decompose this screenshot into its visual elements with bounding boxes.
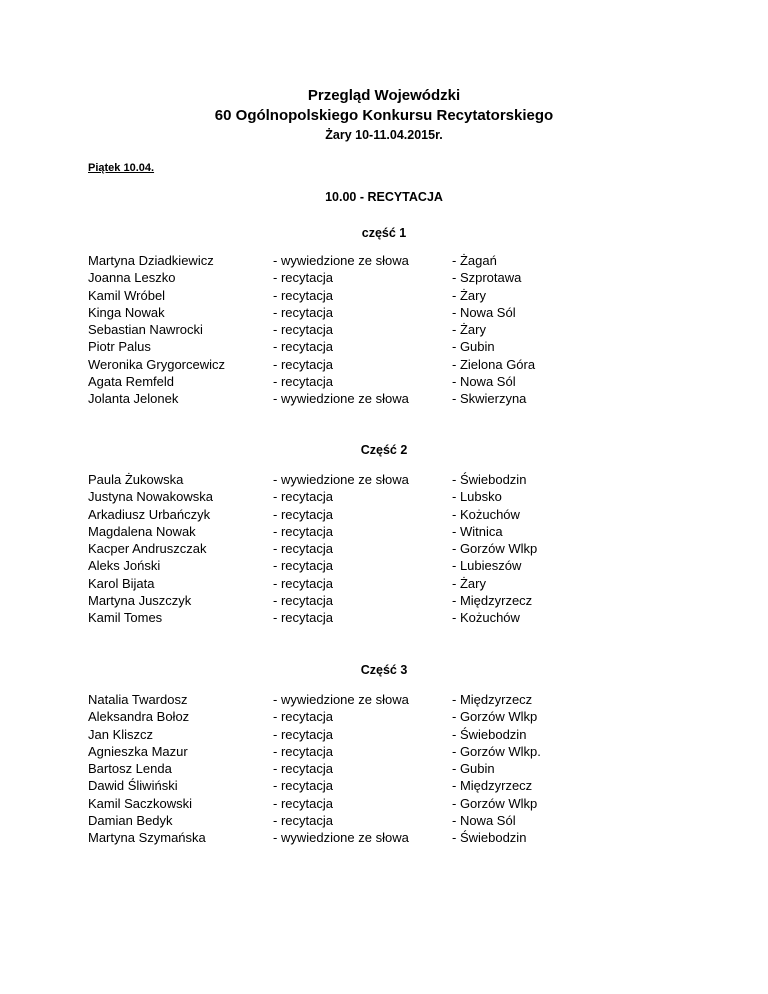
participant-name: Damian Bedyk (88, 813, 173, 829)
participant-name: Natalia Twardosz (88, 692, 188, 707)
participant-category: - recytacja (273, 322, 333, 338)
participant-category: - wywiedzione ze słowa (273, 692, 409, 707)
day-label: Piątek 10.04. (88, 162, 155, 174)
participant-row (0, 726, 768, 743)
participant-city: - Nowa Sól (452, 304, 516, 320)
participant-name: Kinga Nowak (88, 304, 165, 320)
participant-category: - recytacja (273, 374, 333, 390)
participant-category: - wywiedzione ze słowa (273, 830, 409, 846)
participant-category: - wywiedzione ze słowa (273, 391, 409, 407)
participant-category: - recytacja (273, 813, 333, 829)
participant-name: Aleksandra Bołoz (88, 709, 190, 725)
participant-category: - recytacja (273, 795, 333, 811)
participant-category: - recytacja (273, 541, 333, 557)
participant-row (0, 708, 768, 725)
participant-city: - Żary (452, 287, 486, 303)
participant-row (0, 471, 768, 488)
part-3-title: Część 3 (360, 663, 408, 677)
participant-row (0, 557, 768, 574)
participant-name: Jolanta Jelonek (88, 391, 179, 407)
participant-row (0, 812, 768, 829)
participant-row (0, 609, 768, 626)
participant-row (0, 540, 768, 557)
participant-row (0, 269, 768, 286)
participant-row (0, 304, 768, 321)
participant-row (0, 743, 768, 760)
participant-city: - Międzyrzecz (452, 778, 533, 794)
participant-row (0, 373, 768, 390)
participant-name: Kacper Andruszczak (88, 541, 207, 557)
participant-city: - Szprotawa (452, 270, 522, 286)
participant-row (0, 287, 768, 304)
participant-city: - Międzyrzecz (452, 692, 533, 707)
participant-name: Agata Remfeld (88, 374, 174, 390)
participant-category: - recytacja (273, 593, 333, 609)
participant-name: Jan Kliszcz (88, 726, 154, 742)
part-1-title: część 1 (361, 226, 407, 240)
participant-city: - Żary (452, 322, 486, 338)
participant-category: - recytacja (273, 709, 333, 725)
participant-category: - recytacja (273, 523, 333, 539)
participant-category: - recytacja (273, 304, 333, 320)
participant-name: Karol Bijata (88, 575, 155, 591)
participant-category: - wywiedzione ze słowa (273, 472, 409, 487)
participant-category: - recytacja (273, 610, 333, 626)
participant-city: - Gorzów Wlkp. (452, 743, 541, 759)
participant-city: - Zielona Góra (452, 356, 536, 372)
participant-category: - recytacja (273, 575, 333, 591)
participant-category: - recytacja (273, 726, 333, 742)
participant-name: Weronika Grygorcewicz (88, 356, 226, 372)
session-label: 10.00 - RECYTACJA (325, 190, 443, 204)
participant-name: Bartosz Lenda (88, 761, 172, 777)
participant-city: - Żary (452, 575, 486, 591)
participant-city: - Świebodzin (452, 830, 527, 846)
participant-name: Joanna Leszko (88, 270, 176, 286)
participant-city: - Świebodzin (452, 726, 527, 742)
participant-category: - recytacja (273, 287, 333, 303)
participant-city: - Świebodzin (452, 472, 527, 487)
participant-row (0, 575, 768, 592)
participant-row (0, 523, 768, 540)
participant-row (0, 390, 768, 407)
part-2-title: Część 2 (360, 443, 408, 457)
participant-name: Piotr Palus (88, 339, 151, 355)
participant-city: - Gorzów Wlkp (452, 795, 538, 811)
participant-category: - recytacja (273, 778, 333, 794)
participant-name: Kamil Tomes (88, 610, 163, 626)
participant-category: - wywiedzione ze słowa (273, 253, 409, 268)
part-1-list (0, 252, 768, 408)
participant-row (0, 506, 768, 523)
participant-name: Martyna Juszczyk (88, 593, 192, 609)
participant-city: - Gorzów Wlkp (452, 541, 538, 557)
participant-name: Martyna Szymańska (88, 830, 206, 846)
participant-city: - Gubin (452, 339, 495, 355)
participant-name: Kamil Wróbel (88, 287, 166, 303)
participant-row (0, 356, 768, 373)
participant-row (0, 338, 768, 355)
participant-row (0, 777, 768, 794)
header-subtitle: 60 Ogólnopolskiego Konkursu Recytatorskiego (214, 107, 554, 124)
participant-category: - recytacja (273, 743, 333, 759)
participant-category: - recytacja (273, 558, 333, 574)
participant-name: Martyna Dziadkiewicz (88, 253, 214, 268)
participant-category: - recytacja (273, 761, 333, 777)
part-2-list (0, 471, 768, 627)
participant-city: - Żagań (452, 253, 497, 268)
part-3-list (0, 691, 768, 847)
participant-name: Aleks Joński (88, 558, 161, 574)
participant-category: - recytacja (273, 506, 333, 522)
participant-name: Kamil Saczkowski (88, 795, 193, 811)
participant-row (0, 760, 768, 777)
participant-city: - Skwierzyna (452, 391, 527, 407)
participant-city: - Lubsko (452, 489, 502, 505)
participant-category: - recytacja (273, 489, 333, 505)
participant-city: - Międzyrzecz (452, 593, 533, 609)
header-title: Przegląd Wojewódzki (307, 87, 461, 104)
participant-city: - Witnica (452, 523, 503, 539)
participant-name: Arkadiusz Urbańczyk (88, 506, 211, 522)
participant-city: - Nowa Sól (452, 813, 516, 829)
participant-row (0, 795, 768, 812)
participant-name: Sebastian Nawrocki (88, 322, 203, 338)
participant-name: Justyna Nowakowska (88, 489, 213, 505)
participant-city: - Lubieszów (452, 558, 522, 574)
participant-row (0, 321, 768, 338)
participant-name: Paula Żukowska (88, 472, 184, 487)
participant-city: - Gubin (452, 761, 495, 777)
header-date: Żary 10-11.04.2015r. (325, 128, 443, 142)
participant-category: - recytacja (273, 339, 333, 355)
participant-city: - Gorzów Wlkp (452, 709, 538, 725)
participant-city: - Kożuchów (452, 610, 520, 626)
participant-row (0, 691, 768, 708)
participant-name: Dawid Śliwiński (88, 778, 178, 794)
participant-name: Magdalena Nowak (88, 523, 196, 539)
participant-row (0, 592, 768, 609)
participant-name: Agnieszka Mazur (88, 743, 188, 759)
participant-category: - recytacja (273, 356, 333, 372)
document-header (0, 86, 768, 144)
participant-row (0, 829, 768, 846)
participant-city: - Kożuchów (452, 506, 520, 522)
participant-row (0, 488, 768, 505)
participant-category: - recytacja (273, 270, 333, 286)
participant-city: - Nowa Sól (452, 374, 516, 390)
participant-row (0, 252, 768, 269)
